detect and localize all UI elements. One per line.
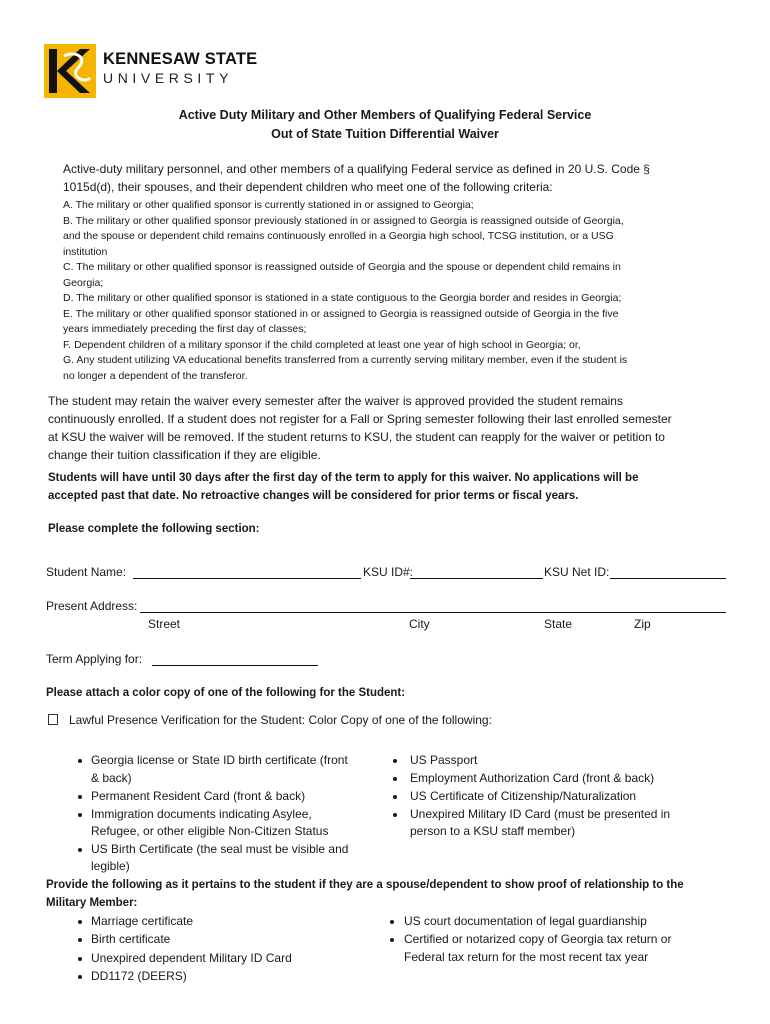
relationship-item: Certified or notarized copy of Georgia tax return or <box>404 932 672 946</box>
city-caption: City <box>409 617 430 631</box>
criteria-line: years immediately preceding the first day of classes; <box>63 323 307 335</box>
retain-paragraph-line: continuously enrolled. If a student does not register for a Fall or Spring semester following their last enrolled semester <box>48 412 672 426</box>
ksu-net-id-field[interactable] <box>610 578 726 579</box>
org-name: KENNESAW STATE <box>103 50 258 68</box>
bullet-icon <box>393 759 397 763</box>
deadline-notice: accepted past that date. No retroactive changes will be considered for prior terms or fiscal years. <box>48 490 579 502</box>
bullet-icon <box>78 759 82 763</box>
org-subtitle: UNIVERSITY <box>103 70 234 86</box>
bullet-icon <box>78 795 82 799</box>
criteria-line: institution <box>63 246 108 258</box>
attach-heading: Please attach a color copy of one of the following for the Student: <box>46 687 406 699</box>
doc-item: Permanent Resident Card (front & back) <box>91 789 306 803</box>
criteria-line: no longer a dependent of the transferor. <box>63 370 248 382</box>
doc-item: Georgia license or State ID birth certificate (front <box>91 753 348 767</box>
bullet-icon <box>78 938 82 942</box>
student-name-label: Student Name: <box>46 565 127 579</box>
doc-item-cont: Refugee, or other eligible Non-Citizen Status <box>91 824 329 838</box>
bullet-icon <box>390 938 394 942</box>
criteria-line: A. The military or other qualified sponsor is currently stationed in or assigned to Georgia; <box>63 199 474 211</box>
relationship-item: DD1172 (DEERS) <box>91 969 187 983</box>
relationship-heading: Military Member: <box>46 897 138 909</box>
bullet-icon <box>393 777 397 781</box>
doc-item-cont: & back) <box>91 771 132 785</box>
lawful-presence-label: Lawful Presence Verification for the Student: Color Copy of one of the following: <box>69 713 492 727</box>
retain-paragraph-line: at KSU the waiver will be removed. If the student returns to KSU, the student can reapply for the waiver or petition to <box>48 430 665 444</box>
ksu-id-field[interactable] <box>410 578 543 579</box>
doc-item: Employment Authorization Card (front & back) <box>410 771 655 785</box>
retain-paragraph-line: The student may retain the waiver every semester after the waiver is approved provided the student remains <box>48 394 623 408</box>
section-heading: Please complete the following section: <box>48 523 260 535</box>
relationship-item-cont: Federal tax return for the most recent tax year <box>404 950 649 964</box>
intro-text-2: 1015d(d), their spouses, and their dependent children who meet one of the following criteria: <box>63 180 553 194</box>
criteria-line: E. The military or other qualified sponsor stationed in or assigned to Georgia is reassigned outside of Georgia in the five <box>63 308 619 320</box>
doc-item: Immigration documents indicating Asylee, <box>91 807 312 821</box>
student-name-field[interactable] <box>133 578 361 579</box>
relationship-item: US court documentation of legal guardianship <box>404 914 647 928</box>
criteria-line: C. The military or other qualified sponsor is reassigned outside of Georgia and the spouse or dependent child remains in <box>63 261 621 273</box>
term-label: Term Applying for: <box>46 652 143 666</box>
doc-item: US Passport <box>410 753 478 767</box>
relationship-item: Birth certificate <box>91 932 171 946</box>
ksu-net-id-label: KSU Net ID: <box>544 565 610 579</box>
doc-item-cont: person to a KSU staff member) <box>410 824 576 838</box>
lawful-presence-checkbox[interactable] <box>48 714 58 725</box>
retain-paragraph-line: change their tuition classification if they are eligible. <box>48 448 321 462</box>
doc-item: US Certificate of Citizenship/Naturalization <box>410 789 637 803</box>
zip-caption: Zip <box>634 617 651 631</box>
form-subtitle: Out of State Tuition Differential Waiver <box>271 127 499 141</box>
relationship-item: Marriage certificate <box>91 914 194 928</box>
ksu-logo-icon <box>44 44 96 98</box>
bullet-icon <box>78 957 82 961</box>
state-caption: State <box>544 617 573 631</box>
bullet-icon <box>78 813 82 817</box>
term-field[interactable] <box>152 665 318 666</box>
street-caption: Street <box>148 617 181 631</box>
bullet-icon <box>393 795 397 799</box>
criteria-line: Georgia; <box>63 277 104 289</box>
relationship-item: Unexpired dependent Military ID Card <box>91 951 292 965</box>
doc-item: Unexpired Military ID Card (must be presented in <box>410 807 671 821</box>
bullet-icon <box>78 920 82 924</box>
present-address-label: Present Address: <box>46 599 138 613</box>
criteria-line: F. Dependent children of a military sponsor if the child completed at least one year of high school in Georgia; or, <box>63 339 581 351</box>
criteria-line: and the spouse or dependent child remains continuously enrolled in a Georgia high school, TCSG institution, or a USG <box>63 230 614 242</box>
intro-text-1: Active-duty military personnel, and other members of a qualifying Federal service as defined in 20 U.S. Code § <box>63 162 650 176</box>
deadline-notice: Students will have until 30 days after the first day of the term to apply for this waiver. No applications will be <box>48 472 639 484</box>
bullet-icon <box>390 920 394 924</box>
criteria-line: D. The military or other qualified sponsor is stationed in a state contiguous to the Georgia border and resides in Georgia; <box>63 292 622 304</box>
present-address-field[interactable] <box>140 612 726 613</box>
ksu-id-label: KSU ID#: <box>363 565 414 579</box>
bullet-icon <box>78 975 82 979</box>
relationship-heading: Provide the following as it pertains to the student if they are a spouse/dependent to show proof of relationship to the <box>46 879 684 891</box>
criteria-line: G. Any student utilizing VA educational benefits transferred from a currently serving military member, even if the student is <box>63 354 628 366</box>
form-title: Active Duty Military and Other Members of Qualifying Federal Service <box>178 108 592 122</box>
doc-item: US Birth Certificate (the seal must be visible and <box>91 842 349 856</box>
bullet-icon <box>78 848 82 852</box>
criteria-line: B. The military or other qualified sponsor previously stationed in or assigned to Georgia is reassigned outside of Georgia, <box>63 215 624 227</box>
doc-item-cont: legible) <box>91 859 130 873</box>
bullet-icon <box>393 813 397 817</box>
